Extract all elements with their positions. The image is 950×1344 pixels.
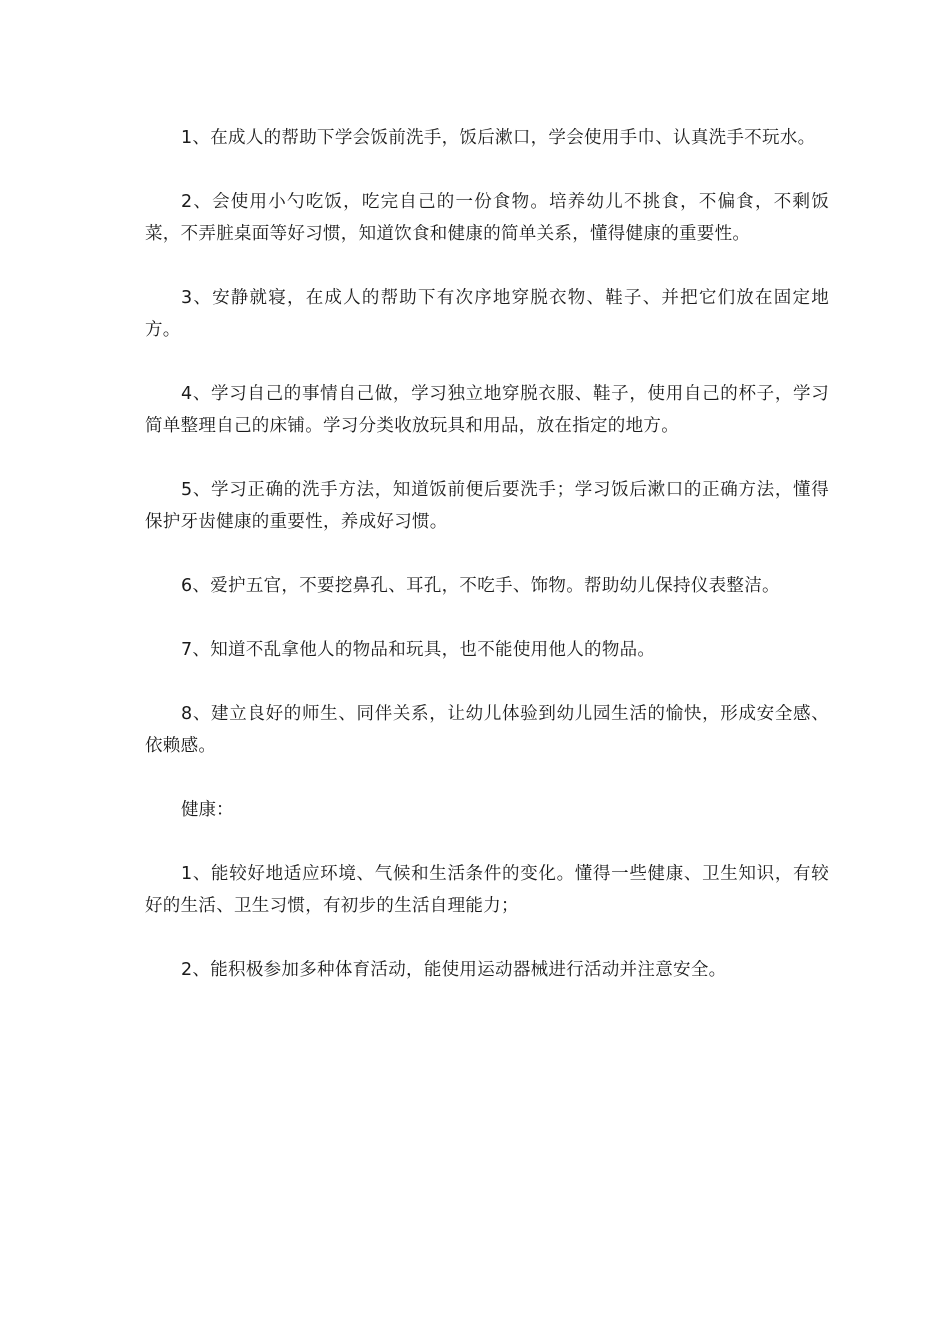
section-heading-health: 健康：: [181, 800, 234, 820]
health-paragraph-2: 2、能积极参加多种体育活动，能使用运动器械进行活动并注意安全。: [181, 960, 727, 980]
document-body: [145, 122, 829, 1018]
paragraph-item-8: 8、建立良好的师生、同伴关系，让幼儿体验到幼儿园生活的愉快，形成安全感、依赖感。: [145, 704, 829, 756]
paragraph-item-1: 1、在成人的帮助下学会饭前洗手，饭后漱口，学会使用手巾、认真洗手不玩水。: [181, 128, 816, 148]
paragraph-item-7: 7、知道不乱拿他人的物品和玩具，也不能使用他人的物品。: [181, 640, 656, 660]
paragraph-item-6: 6、爱护五官，不要挖鼻孔、耳孔，不吃手、饰物。帮助幼儿保持仪表整洁。: [181, 576, 780, 596]
paragraph-item-3: 3、安静就寝，在成人的帮助下有次序地穿脱衣物、鞋子、并把它们放在固定地方。: [145, 288, 829, 340]
paragraph-item-2: 2、会使用小勺吃饭，吃完自己的一份食物。培养幼儿不挑食，不偏食，不剩饭菜，不弄脏桌面等好习惯，知道饮食和健康的简单关系，懂得健康的重要性。: [145, 192, 829, 244]
health-paragraph-1: 1、能较好地适应环境、气候和生活条件的变化。懂得一些健康、卫生知识，有较好的生活、卫生习惯，有初步的生活自理能力；: [145, 864, 829, 916]
paragraph-item-5: 5、学习正确的洗手方法，知道饭前便后要洗手；学习饭后漱口的正确方法，懂得保护牙齿健康的重要性，养成好习惯。: [145, 480, 829, 532]
paragraph-item-4: 4、学习自己的事情自己做，学习独立地穿脱衣服、鞋子，使用自己的杯子，学习简单整理自己的床铺。学习分类收放玩具和用品，放在指定的地方。: [145, 384, 829, 436]
